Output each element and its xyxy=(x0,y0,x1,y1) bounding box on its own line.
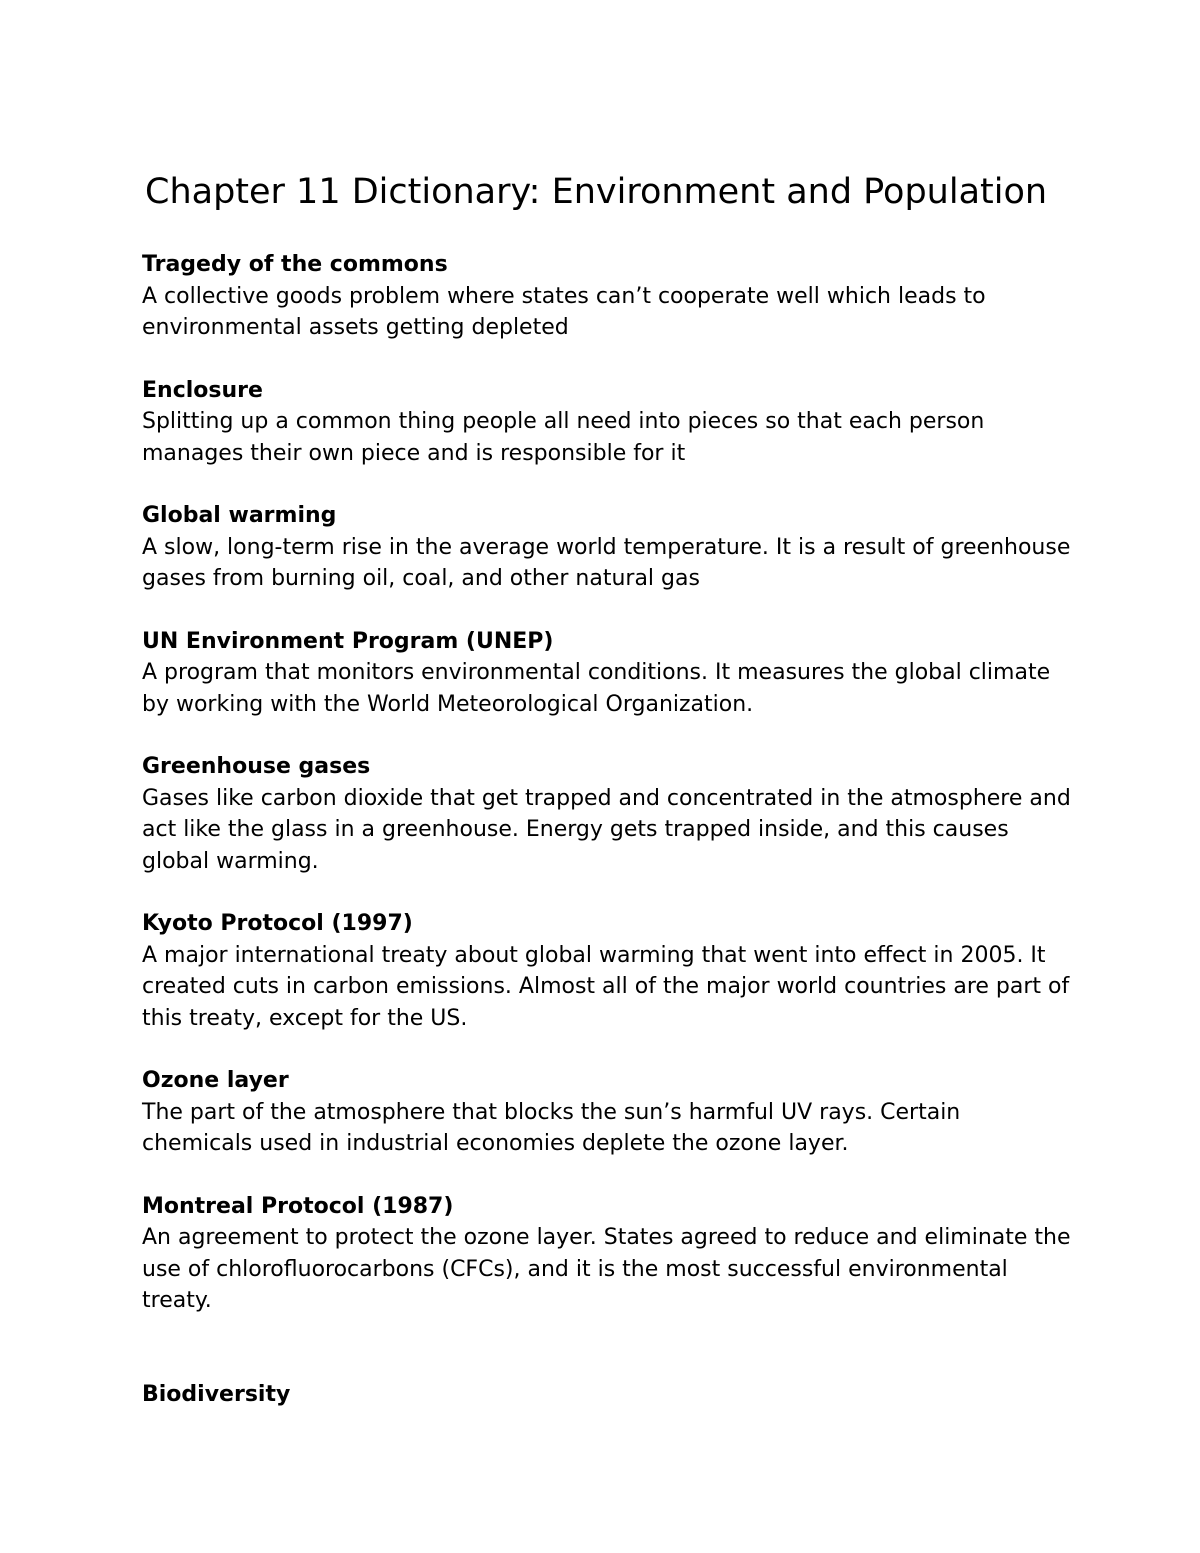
dictionary-entry xyxy=(142,375,1072,470)
entry-term: Greenhouse gases xyxy=(142,754,371,779)
entry-definition: A major international treaty about global warming that went into effect in 2005. It created cuts in carbon emissions. Almost all of the major world countries are part of this treaty, except for the US. xyxy=(142,942,1070,1031)
document-title: Chapter 11 Dictionary: Environment and Population xyxy=(145,172,1048,212)
dictionary-entry xyxy=(142,249,1072,344)
dictionary-entry xyxy=(142,1191,1072,1317)
entry-term: UN Environment Program (UNEP) xyxy=(142,628,554,654)
entry-definition: The part of the atmosphere that blocks the sun’s harmful UV rays. Certain chemicals used in industrial economies deplete the ozone layer. xyxy=(142,1099,961,1156)
entry-term: Biodiversity xyxy=(142,1381,291,1407)
dictionary-entries xyxy=(142,249,1072,1441)
entry-definition: A slow, long-term rise in the average world temperature. It is a result of greenhouse gases from burning oil, coal, and other natural gas xyxy=(142,534,1071,591)
entry-term: Tragedy of the commons xyxy=(142,252,448,277)
entry-term: Enclosure xyxy=(142,377,263,403)
entry-definition: A program that monitors environmental conditions. It measures the global climate by working with the World Meteorological Organization. xyxy=(142,660,1051,717)
entry-term: Montreal Protocol (1987) xyxy=(142,1193,454,1219)
entry-definition: A collective goods problem where states can’t cooperate well which leads to environmental assets getting depleted xyxy=(142,283,986,340)
dictionary-entry xyxy=(142,1065,1072,1160)
dictionary-entry xyxy=(142,500,1072,595)
entry-term: Global warming xyxy=(142,503,337,528)
entry-definition: Gases like carbon dioxide that get trapped and concentrated in the atmosphere and act like the glass in a greenhouse. Energy gets trapped inside, and this causes global warming. xyxy=(142,785,1071,874)
entry-term: Ozone layer xyxy=(142,1068,289,1093)
dictionary-entry xyxy=(142,1379,1072,1411)
entry-definition: An agreement to protect the ozone layer. States agreed to reduce and eliminate the use of chlorofluorocarbons (CFCs), and it is the most successful environmental treaty. xyxy=(142,1225,1071,1313)
dictionary-entry xyxy=(142,751,1072,877)
entry-definition: Splitting up a common thing people all need into pieces so that each person manages their own piece and is responsible for it xyxy=(142,409,985,466)
dictionary-entry xyxy=(142,626,1072,721)
entry-term: Kyoto Protocol (1997) xyxy=(142,911,413,936)
dictionary-entry xyxy=(142,908,1072,1034)
